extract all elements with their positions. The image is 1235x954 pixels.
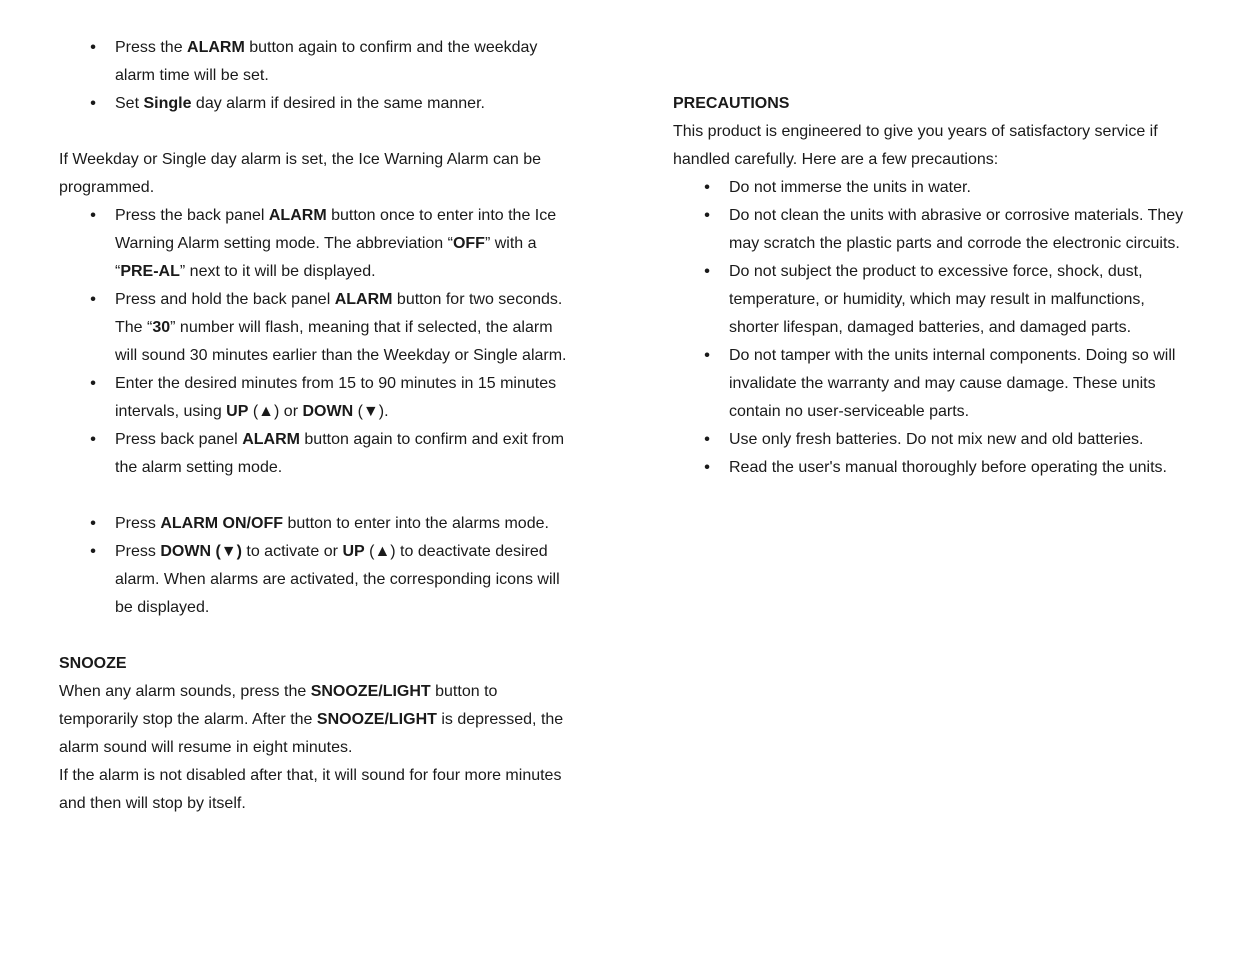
bullet-icon: •	[90, 431, 96, 448]
text-run: button once to enter into the Ice Warning Alarm setting mode. The abbreviation “	[115, 207, 557, 252]
text-run: to activate or	[241, 543, 343, 560]
list-item	[59, 286, 569, 370]
bold-text: DOWN	[302, 403, 354, 420]
bullet-icon: •	[704, 347, 710, 364]
snooze-paragraph	[59, 678, 569, 762]
text-run: is depressed, the alarm sound will resume in eight minutes.	[59, 711, 564, 756]
text-run: button to temporarily stop the alarm. After the	[59, 683, 498, 728]
text-run: (▲) to deactivate desired alarm. When alarms are activated, the corresponding icons will be displayed.	[115, 543, 560, 616]
snooze-paragraph-2: If the alarm is not disabled after that, it will sound for four more minutes and then will stop by itself.	[59, 767, 562, 812]
text-run: ” number will flash, meaning that if selected, the alarm will sound 30 minutes earlier than the Weekday or Single alarm.	[115, 319, 567, 364]
list-item-text: Do not clean the units with abrasive or corrosive materials. They may scratch the plastic parts and corrode the electronic circuits.	[729, 207, 1184, 252]
bold-text: Single	[143, 95, 192, 112]
snooze-heading: SNOOZE	[59, 655, 127, 672]
list-item	[59, 538, 569, 622]
text-run: (▲) or	[248, 403, 303, 420]
list-item	[673, 258, 1193, 342]
text-run: Press	[115, 543, 161, 560]
list-item	[59, 202, 569, 286]
bullet-icon: •	[704, 263, 710, 280]
bullet-icon: •	[90, 515, 96, 532]
bold-text: UP	[226, 403, 249, 420]
text-run: Enter the desired minutes from 15 to 90 minutes in 15 minutes intervals, using	[115, 375, 557, 420]
ice-warning-intro: If Weekday or Single day alarm is set, the Ice Warning Alarm can be programmed.	[59, 151, 541, 196]
list-item-text: Do not subject the product to excessive force, shock, dust, temperature, or humidity, which may result in malfunctions, shorter lifespan, damaged batteries, and damaged parts.	[729, 263, 1145, 336]
text-run: Set	[115, 95, 144, 112]
list-item	[673, 342, 1193, 426]
precautions-heading: PRECAUTIONS	[673, 95, 790, 112]
text-run: Press the	[115, 39, 188, 56]
text-run: button for two seconds. The “	[115, 291, 563, 336]
text-run: ” next to it will be displayed.	[179, 263, 376, 280]
precautions-list	[673, 174, 1193, 482]
list-item	[59, 34, 569, 90]
bullet-icon: •	[90, 543, 96, 560]
ice-warning-steps-list	[59, 202, 569, 482]
text-run: When any alarm sounds, press the	[59, 683, 311, 700]
text-run: Press and hold the back panel	[115, 291, 335, 308]
bold-text: 30	[152, 319, 171, 336]
bold-text: DOWN (▼)	[160, 543, 242, 560]
text-run: (▼).	[353, 403, 389, 420]
bold-text: ALARM	[334, 291, 393, 308]
list-item	[59, 426, 569, 482]
bold-text: ALARM ON/OFF	[160, 515, 283, 532]
bold-text: OFF	[452, 235, 485, 252]
text-run: Press back panel	[115, 431, 243, 448]
bold-text: UP	[342, 543, 365, 560]
list-item-text: Read the user's manual thoroughly before operating the units.	[729, 459, 1167, 476]
text-run: button again to confirm and exit from the alarm setting mode.	[115, 431, 565, 476]
list-item	[59, 370, 569, 426]
bullet-icon: •	[90, 39, 96, 56]
text-run: button to enter into the alarms mode.	[283, 515, 549, 532]
bullet-icon: •	[90, 207, 96, 224]
text-run: Press	[115, 515, 161, 532]
bullet-icon: •	[90, 375, 96, 392]
bullet-icon: •	[704, 179, 710, 196]
text-run: button again to confirm and the weekday alarm time will be set.	[115, 39, 538, 84]
list-item-text: Do not tamper with the units internal components. Doing so will invalidate the warranty and may cause damage. These units contain no user-serviceable parts.	[729, 347, 1176, 420]
list-item	[673, 174, 1193, 202]
list-item	[673, 202, 1193, 258]
text-run: ” with a “	[115, 235, 537, 280]
text-run: Press the back panel	[115, 207, 269, 224]
bold-text: ALARM	[268, 207, 327, 224]
text-run: day alarm if desired in the same manner.	[191, 95, 485, 112]
list-item-text: Do not immerse the units in water.	[729, 179, 971, 196]
bold-text: ALARM	[187, 39, 245, 56]
bullet-icon: •	[90, 95, 96, 112]
alarm-confirm-list	[59, 34, 569, 118]
bold-text: SNOOZE/LIGHT	[310, 683, 431, 700]
precautions-intro: This product is engineered to give you years of satisfactory service if handled carefully. Here are a few precautions:	[673, 123, 1158, 168]
bold-text: SNOOZE/LIGHT	[316, 711, 437, 728]
right-column	[673, 90, 1193, 482]
bold-text: PRE-AL	[120, 263, 180, 280]
list-item-text: Use only fresh batteries. Do not mix new and old batteries.	[729, 431, 1144, 448]
list-item	[59, 510, 569, 538]
alarm-onoff-steps-list	[59, 510, 569, 622]
left-column	[59, 34, 569, 818]
list-item	[673, 426, 1193, 454]
list-item	[673, 454, 1193, 482]
bullet-icon: •	[704, 431, 710, 448]
bullet-icon: •	[90, 291, 96, 308]
bold-text: ALARM	[242, 431, 300, 448]
bullet-icon: •	[704, 207, 710, 224]
list-item	[59, 90, 569, 118]
bullet-icon: •	[704, 459, 710, 476]
